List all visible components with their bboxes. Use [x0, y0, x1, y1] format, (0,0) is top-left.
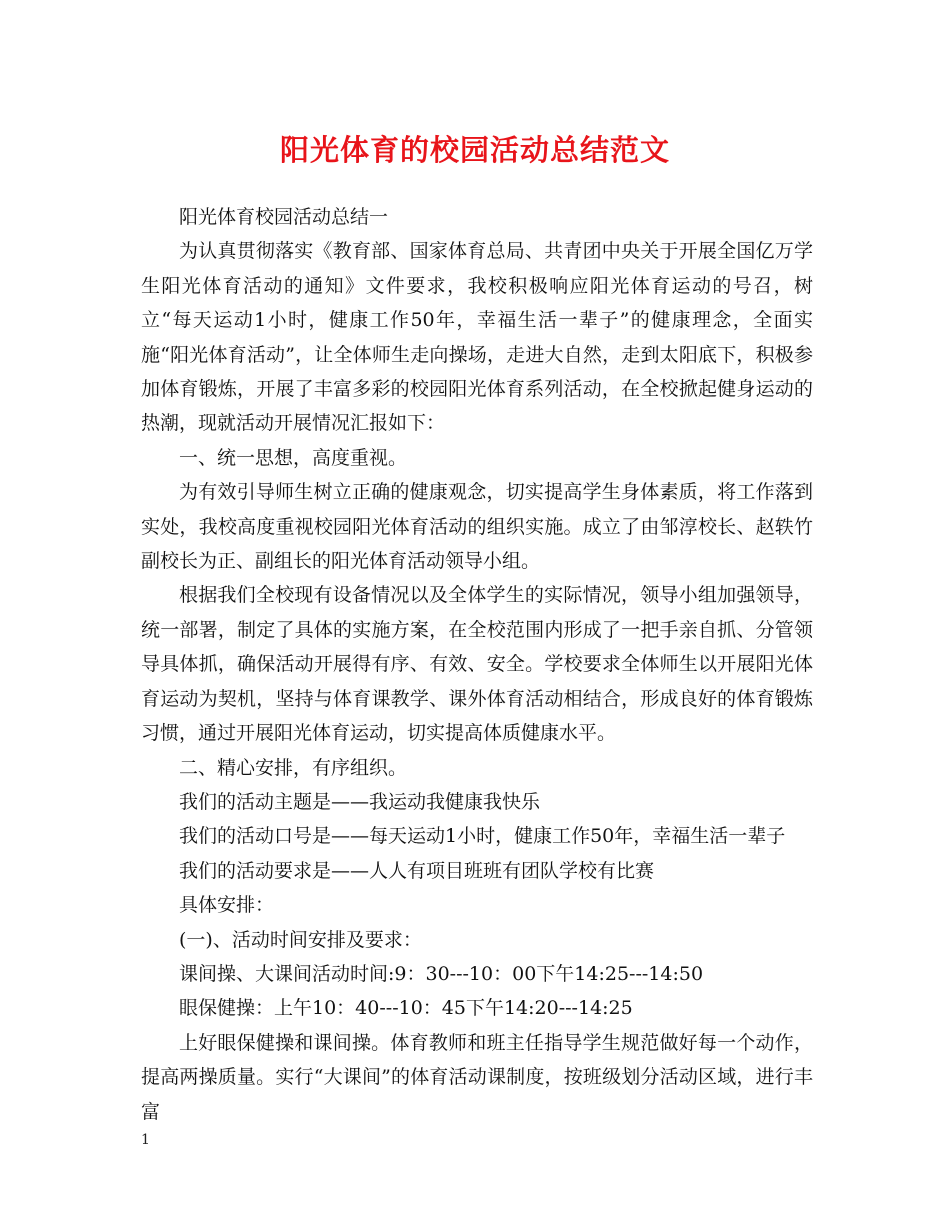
paragraph-heading-1: 阳光体育校园活动总结一 — [179, 206, 389, 228]
paragraph: 课间操、大课间活动时间:9：30---10：00下午14:25---14:50 — [179, 962, 704, 985]
paragraph: 我们的活动主题是——我运动我健康我快乐 — [179, 790, 541, 813]
paragraph: 眼保健操：上午10：40---10：45下午14:20---14:25 — [179, 997, 633, 1020]
paragraph: 上好眼保健操和课间操。体育教师和班主任指导学生规范做好每一个动作，提高两操质量。实行“大课间”的体育活动课制度，按班级划分活动区域，进行丰富 — [141, 1031, 813, 1123]
paragraph: 为有效引导师生树立正确的健康观念，切实提高学生身体素质，将工作落到实处，我校高度重视校园阳光体育活动的组织实施。成立了由邹淳校长、赵轶竹副校长为正、副组长的阳光体育活动领导小组。 — [141, 481, 813, 573]
page-number: 1 — [141, 1132, 150, 1148]
document-title: 阳光体育的校园活动总结范文 — [279, 133, 670, 167]
section-heading: 二、精心安排，有序组织。 — [179, 756, 408, 779]
paragraph: 为认真贯彻落实《教育部、国家体育总局、共青团中央关于开展全国亿万学生阳光体育活动的通知》文件要求，我校积极响应阳光体育运动的号召，树立“每天运动1小时，健康工作50年，幸福生活一辈子”的健康理念，全面实施“阳光体育活动”，让全体师生走向操场，走进大自然，走到太阳底下，积极参加体育锻炼，开展了丰富多彩的校园阳光体育系列活动，在全校掀起健身运动的热潮，现就活动开展情况汇报如下： — [141, 240, 813, 435]
document-body — [141, 200, 813, 1129]
paragraph: 根据我们全校现有设备情况以及全体学生的实际情况，领导小组加强领导，统一部署，制定了具体的实施方案，在全校范围内形成了一把手亲自抓、分管领导具体抓，确保活动开展得有序、有效、安全。学校要求全体师生以开展阳光体育运动为契机，坚持与体育课教学、课外体育活动相结合，形成良好的体育锻炼习惯，通过开展阳光体育运动，切实提高体质健康水平。 — [141, 584, 813, 745]
paragraph: 具体安排： — [179, 894, 275, 917]
paragraph: 我们的活动口号是——每天运动1小时，健康工作50年，幸福生活一辈子 — [179, 825, 786, 848]
paragraph: 我们的活动要求是——人人有项目班班有团队学校有比赛 — [179, 859, 655, 882]
section-heading: 一、统一思想，高度重视。 — [179, 446, 408, 469]
paragraph: (一)、活动时间安排及要求： — [179, 928, 422, 951]
